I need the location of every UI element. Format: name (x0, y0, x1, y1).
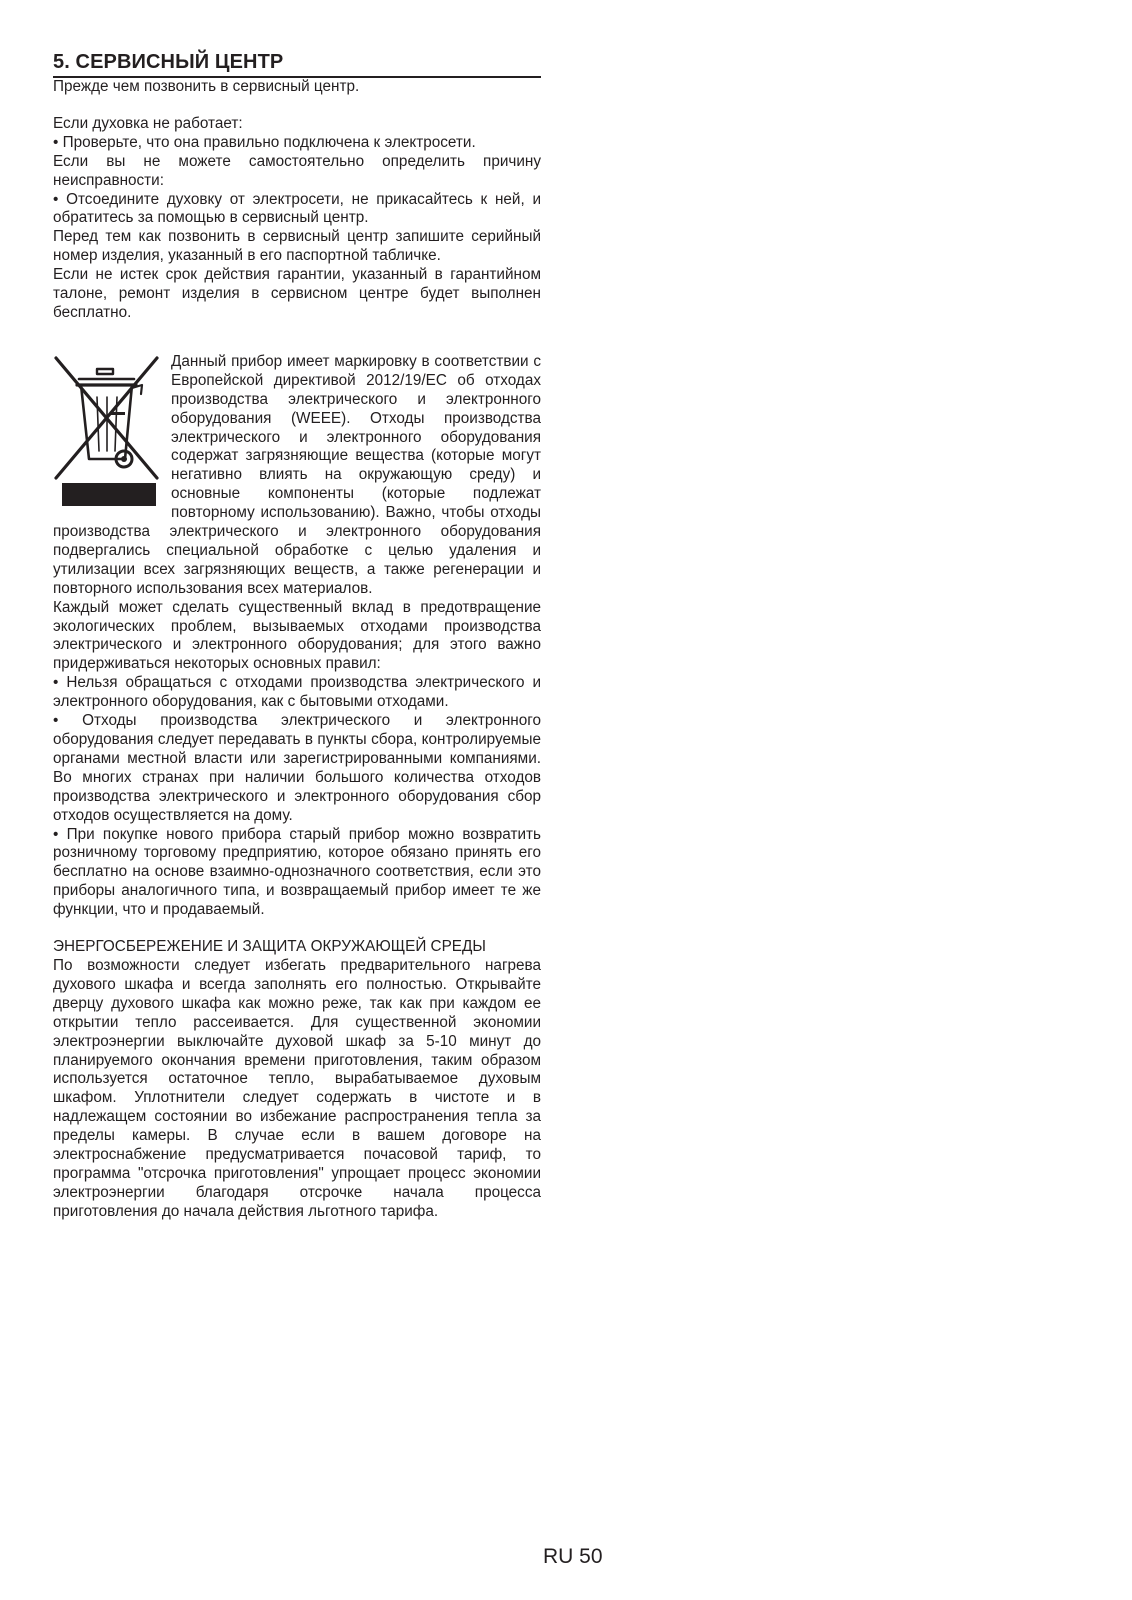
warranty-note: Если не истек срок действия гарантии, указанный в гарантийном талоне, ремонт изделия в сервисном центре будет выполнен бесплатно. (53, 266, 541, 321)
spacer (53, 323, 541, 353)
contribution-paragraph: Каждый может сделать существенный вклад в предотвращение экологических проблем, вызываемых отходами производства электрического и электронного оборудования; для этого важно придерживаться некоторых основных правил: (53, 598, 541, 673)
spacer (53, 920, 541, 938)
weee-symbol (53, 355, 166, 513)
cannot-determine-text: Если вы не можете самостоятельно определить причину неисправности: (53, 152, 541, 189)
weee-paragraph: Данный прибор имеет маркировку в соответствии с Европейской директивой 2012/19/EC об отходах производства электрического и электронного оборудования (WEEE). Отходы производства электрического и электронного оборудования содержат загрязняющие вещества (которые могут негативно влиять на окружающую среду) и основные компоненты (которые подлежат повторному использованию). Важно, чтобы отходы производства электрического и электронного оборудования подвергались специальной обработке с целью удаления и утилизации всех загрязняющих веществ, а также регенерации и повторного использования всех материалов. (53, 352, 541, 597)
if-not-working-text: Если духовка не работает: (53, 114, 243, 132)
serial-number-note: Перед тем как позвонить в сервисный центр запишите серийный номер изделия, указанный в его паспортной табличке. (53, 228, 541, 265)
spacer (53, 97, 541, 115)
section-title: 5. СЕРВИСНЫЙ ЦЕНТР (53, 50, 541, 78)
disconnect-bullet: • Отсоедините духовку от электросети, не прикасайтесь к ней, и обратитесь за помощью в сервисный центр. (53, 190, 541, 227)
list-item: • При покупке нового прибора старый прибор можно возвратить розничному торговому предприятию, которое обязано принять его бесплатно на основе взаимно-однозначного соответствия, если это приборы аналогичного типа, и возвращаемый прибор имеет те же функции, что и продаваемый. (53, 825, 541, 919)
list-item: • Нельзя обращаться с отходами производства электрического и электронного оборудования, как с бытовыми отходами. (53, 674, 541, 711)
intro-text: Прежде чем позвонить в сервисный центр. (53, 78, 360, 95)
weee-black-bar (62, 483, 156, 506)
page-number: RU 50 (543, 1545, 603, 1568)
energy-heading: ЭНЕРГОСБЕРЕЖЕНИЕ И ЗАЩИТА ОКРУЖАЮЩЕЙ СРЕДЫ (53, 938, 486, 956)
energy-paragraph: По возможности следует избегать предварительного нагрева духового шкафа и всегда заполнять его полностью. Открывайте дверцу духового шкафа как можно реже, так как при каждом ее открытии тепло рассеивается. Для существенной экономии электроэнергии выключайте духовой шкаф за 5-10 минут до планируемого окончания времени приготовления, таким образом используется остаточное тепло, вырабатываемое духовым шкафом. Уплотнители следует содержать в чистоте и в надлежащем состоянии во избежание распространения тепла за пределы камеры. В случае если в вашем договоре на электроснабжение предусматривается почасовой тариф, то программа "отсрочка приготовления" упрощает процесс экономии электроэнергии благодаря отсрочке начала процесса приготовления до начала действия льготного тарифа. (53, 956, 541, 1220)
check-connection-bullet: • Проверьте, что она правильно подключена к электросети. (53, 133, 476, 151)
text-column (53, 50, 541, 1222)
crossed-out-wheeled-bin-icon (53, 355, 166, 483)
list-item: • Отходы производства электрического и электронного оборудования следует передавать в пункты сбора, контролируемые органами местной власти или зарегистрированными компаниями. Во многих странах при наличии большого количества отходов производства электрического и электронного оборудования сбор отходов осуществляется на дому. (53, 712, 541, 824)
weee-section (53, 353, 541, 599)
